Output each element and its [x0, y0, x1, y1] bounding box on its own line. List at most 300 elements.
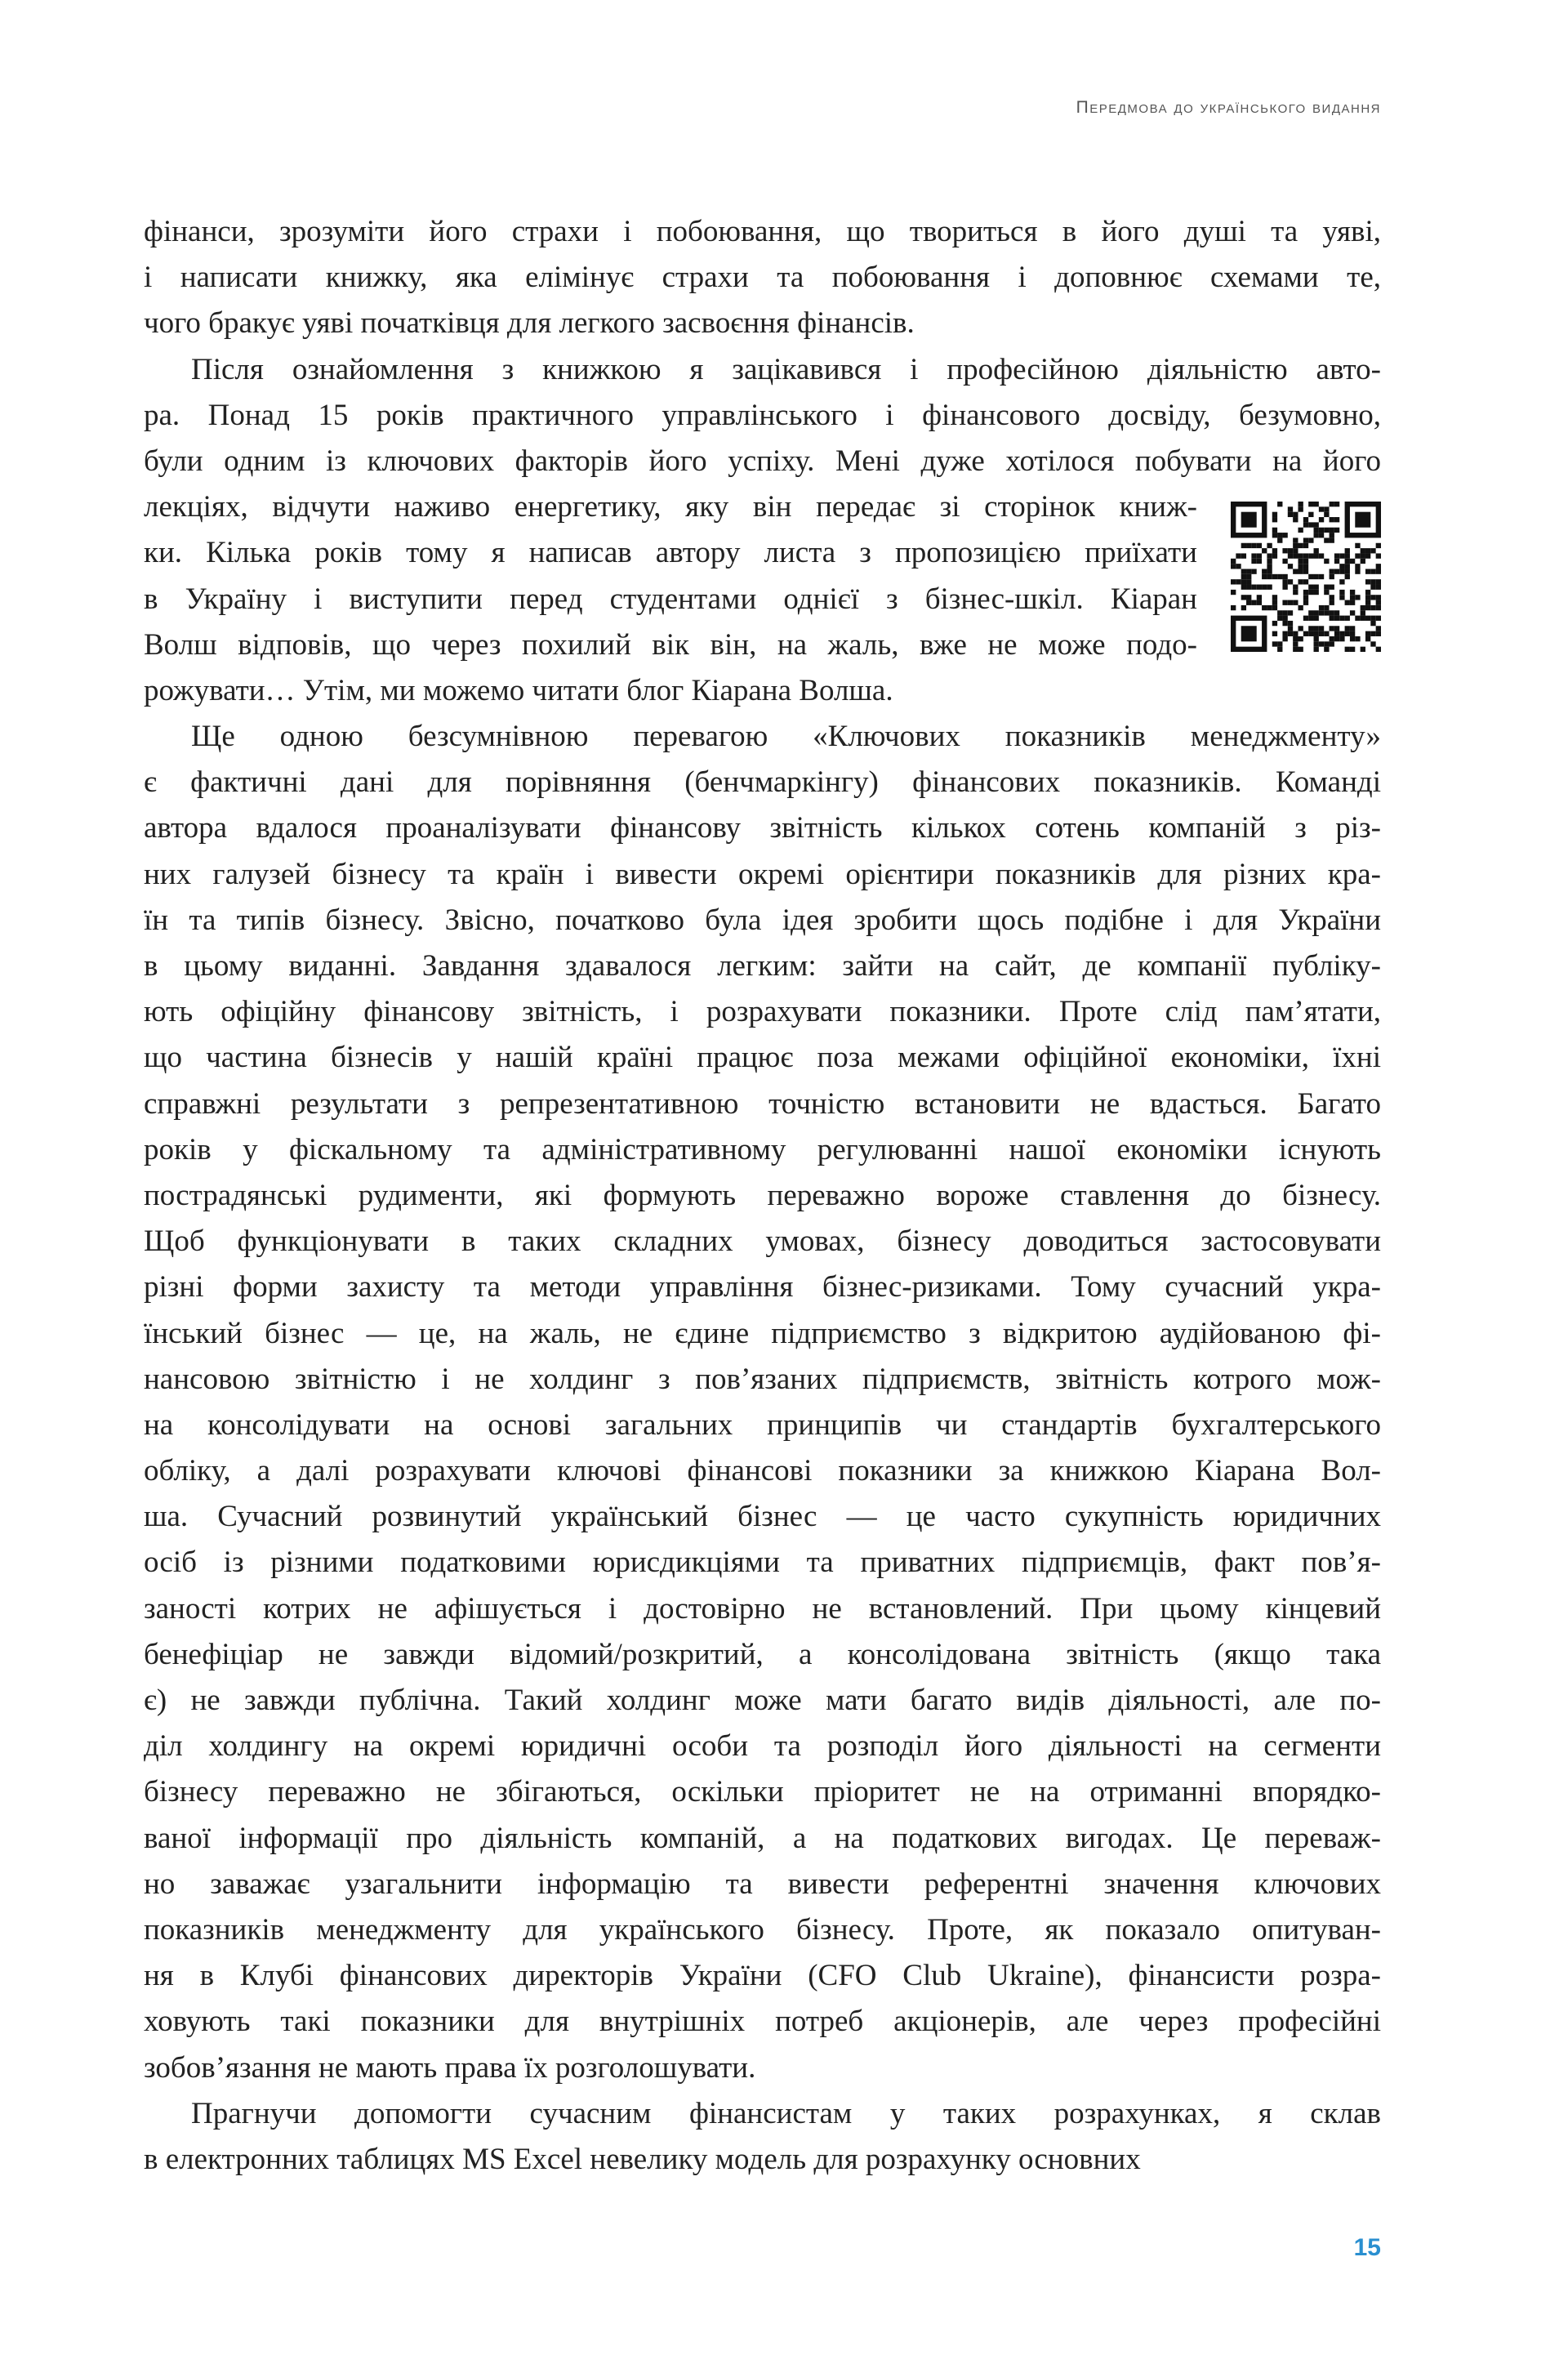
qr-module: [1319, 517, 1324, 522]
text-line: бенефіціар не завжди відомий/розкритий, а консолідована звітність (якщо така: [144, 1637, 1381, 1671]
qr-module: [1308, 610, 1313, 615]
text-line: но заважає узагальнити інформацію та вивести референтні значення ключових: [144, 1867, 1381, 1901]
text-line: ра. Понад 15 років практичного управлінського і фінансового досвіду, безумовно,: [144, 398, 1381, 432]
qr-module: [1330, 574, 1334, 579]
qr-module: [1262, 585, 1267, 590]
qr-module: [1376, 543, 1381, 548]
qr-module: [1293, 585, 1298, 590]
qr-module: [1241, 512, 1257, 528]
qr-module: [1324, 647, 1329, 652]
qr-module: [1376, 579, 1381, 584]
qr-module: [1303, 559, 1308, 564]
qr-module: [1303, 590, 1308, 595]
qr-module: [1257, 595, 1262, 600]
qr-module: [1288, 579, 1293, 584]
qr-module: [1272, 631, 1277, 636]
text-line: зобов’язання не мають права їх розголошувати.: [144, 2050, 756, 2085]
qr-module: [1293, 543, 1298, 548]
qr-module: [1231, 559, 1236, 564]
paragraph: [144, 2091, 1381, 2183]
qr-module: [1355, 543, 1360, 548]
qr-module: [1345, 548, 1350, 553]
qr-module: [1272, 548, 1277, 553]
text-line: на консолідувати на основі загальних принципів чи стандартів бухгалтерського: [144, 1407, 1381, 1442]
qr-module: [1277, 641, 1282, 646]
qr-module: [1241, 543, 1246, 548]
qr-module: [1282, 610, 1287, 615]
qr-module: [1319, 553, 1324, 558]
qr-module: [1345, 631, 1350, 636]
qr-module: [1262, 574, 1267, 579]
qr-module: [1319, 631, 1324, 636]
qr-module: [1376, 605, 1381, 610]
qr-module: [1324, 610, 1329, 615]
qr-module: [1365, 636, 1370, 641]
qr-module: [1370, 548, 1375, 553]
text-line: ня в Клубі фінансових директорів України (CFO Club Ukraine), фінансисти розра-: [144, 1959, 1381, 1993]
qr-module: [1272, 512, 1277, 517]
qr-module: [1314, 553, 1319, 558]
qr-module: [1277, 537, 1282, 542]
qr-module: [1355, 512, 1370, 528]
qr-module: [1361, 605, 1365, 610]
qr-module: [1334, 636, 1339, 641]
qr-module: [1330, 528, 1334, 533]
text-line: обліку, а далі розрахувати ключові фінансові показники за книжкою Кіарана Вол-: [144, 1454, 1381, 1488]
qr-module: [1361, 548, 1365, 553]
qr-module: [1251, 569, 1256, 573]
qr-module: [1293, 512, 1298, 517]
text-line: в цьому виданні. Завдання здавалося легким: зайти на сайт, де компанії публіку-: [144, 949, 1381, 983]
qr-module: [1282, 574, 1287, 579]
paragraph: [144, 714, 1381, 2091]
qr-module: [1267, 543, 1272, 548]
qr-module: [1324, 641, 1329, 646]
text-line: Щоб функціонувати в таких складних умовах, бізнесу доводиться застосовувати: [144, 1224, 1381, 1259]
qr-module: [1303, 579, 1308, 584]
qr-module: [1314, 585, 1319, 590]
qr-module: [1370, 605, 1375, 610]
qr-module: [1314, 647, 1319, 652]
qr-module: [1246, 579, 1251, 584]
running-head: Передмова до українського видання: [1076, 98, 1381, 117]
qr-module: [1355, 595, 1360, 600]
text-line: заності котрих не афішується і достовірно не встановлений. При цьому кінцевий: [144, 1591, 1381, 1626]
qr-module: [1314, 548, 1319, 553]
qr-module: [1303, 517, 1308, 522]
qr-module: [1330, 585, 1334, 590]
qr-module: [1319, 610, 1324, 615]
qr-module: [1272, 595, 1277, 600]
qr-module: [1308, 585, 1313, 590]
qr-module: [1308, 502, 1313, 506]
qr-module: [1236, 553, 1241, 558]
qr-module: [1345, 647, 1350, 652]
qr-module: [1288, 553, 1293, 558]
qr-module: [1251, 585, 1256, 590]
qr-module: [1330, 610, 1334, 615]
qr-module: [1303, 564, 1308, 569]
qr-module: [1293, 517, 1298, 522]
qr-module: [1303, 537, 1308, 542]
qr-module: [1288, 621, 1293, 626]
text-line: лекціях, відчути наживо енергетику, яку він передає зі сторінок книж-: [144, 490, 1197, 524]
qr-module: [1365, 579, 1370, 584]
qr-module: [1231, 590, 1236, 595]
qr-module: [1282, 579, 1287, 584]
qr-module: [1293, 631, 1298, 636]
qr-module: [1345, 626, 1350, 631]
qr-module: [1267, 553, 1272, 558]
qr-module: [1330, 502, 1334, 506]
qr-module: [1350, 636, 1355, 641]
qr-module: [1330, 595, 1334, 600]
text-line: років у фіскальному та адміністративному регулюванні нашої економіки існують: [144, 1132, 1381, 1166]
text-line: Прагнучи допомогти сучасним фінансистам у таких розрахунках, я склав: [191, 2096, 1381, 2130]
qr-module: [1257, 600, 1262, 605]
qr-module: [1303, 553, 1308, 558]
qr-module: [1303, 522, 1308, 527]
qr-module: [1267, 574, 1272, 579]
qr-module: [1267, 605, 1272, 610]
text-line: автора вдалося проаналізувати фінансову звітність кількох сотень компаній з різ-: [144, 811, 1381, 845]
qr-module: [1361, 610, 1365, 615]
qr-module: [1251, 543, 1256, 548]
qr-module: [1303, 616, 1308, 621]
qr-module: [1361, 559, 1365, 564]
qr-module: [1330, 636, 1334, 641]
qr-module: [1298, 553, 1303, 558]
qr-module: [1267, 559, 1272, 564]
qr-module: [1241, 585, 1246, 590]
qr-module: [1319, 605, 1324, 610]
qr-module: [1365, 631, 1370, 636]
qr-module: [1308, 512, 1313, 517]
qr-module: [1324, 528, 1329, 533]
text-line: Ще одною безсумнівною перевагою «Ключових показників менеджменту»: [191, 720, 1381, 754]
qr-module: [1277, 533, 1282, 537]
text-line: Волш відповів, що через похилий вік він, на жаль, вже не може подо-: [144, 627, 1197, 662]
qr-module: [1314, 636, 1319, 641]
qr-module: [1314, 533, 1319, 537]
text-line: були одним із ключових факторів його успіху. Мені дуже хотілося побувати на його: [144, 444, 1381, 478]
qr-code-icon: [1231, 502, 1381, 652]
qr-module: [1298, 543, 1303, 548]
qr-module: [1334, 553, 1339, 558]
qr-module: [1272, 641, 1277, 646]
qr-module: [1262, 605, 1267, 610]
qr-module: [1277, 502, 1282, 506]
qr-module: [1246, 569, 1251, 573]
body-text: [144, 209, 1381, 2183]
qr-module: [1365, 548, 1370, 553]
qr-module: [1330, 616, 1334, 621]
qr-module: [1365, 595, 1370, 600]
qr-module: [1376, 595, 1381, 600]
qr-module: [1361, 647, 1365, 652]
qr-module: [1293, 636, 1298, 641]
qr-module: [1282, 616, 1287, 621]
qr-module: [1293, 590, 1298, 595]
qr-module: [1303, 631, 1308, 636]
qr-module: [1370, 641, 1375, 646]
page-number: 15: [1353, 2234, 1381, 2261]
qr-module: [1355, 553, 1360, 558]
qr-module: [1314, 610, 1319, 615]
qr-module: [1308, 574, 1313, 579]
qr-module: [1330, 641, 1334, 646]
qr-module: [1298, 506, 1303, 511]
qr-module: [1319, 641, 1324, 646]
qr-module: [1324, 585, 1329, 590]
qr-module: [1324, 506, 1329, 511]
qr-module: [1288, 610, 1293, 615]
qr-module: [1365, 553, 1370, 558]
qr-module: [1334, 559, 1339, 564]
qr-module: [1345, 600, 1350, 605]
qr-module: [1314, 626, 1319, 631]
qr-module: [1314, 522, 1319, 527]
qr-module: [1277, 616, 1282, 621]
text-line: ховують такі показники для внутрішніх потреб акціонерів, але через професійні: [144, 2005, 1381, 2039]
qr-module: [1257, 585, 1262, 590]
text-line: справжні результати з репрезентативною точністю встановити не вдасться. Багато: [144, 1086, 1381, 1121]
qr-module: [1272, 574, 1277, 579]
qr-module: [1314, 590, 1319, 595]
qr-module: [1319, 574, 1324, 579]
qr-module: [1365, 590, 1370, 595]
qr-module: [1257, 559, 1262, 564]
qr-module: [1339, 579, 1344, 584]
qr-module: [1251, 559, 1256, 564]
qr-module: [1350, 647, 1355, 652]
qr-module: [1282, 631, 1287, 636]
qr-module: [1339, 636, 1344, 641]
text-line: що частина бізнесів у нашій країні працює поза межами офіційної економіки, їхні: [144, 1041, 1381, 1075]
qr-module: [1334, 502, 1339, 506]
qr-module: [1339, 616, 1344, 621]
qr-module: [1370, 631, 1375, 636]
qr-module: [1246, 543, 1251, 548]
qr-module: [1288, 564, 1293, 569]
qr-module: [1288, 600, 1293, 605]
text-line: чого бракує уяві початківця для легкого засвоєння фінансів.: [144, 306, 915, 341]
qr-module: [1272, 533, 1277, 537]
qr-module: [1334, 610, 1339, 615]
text-line: різні форми захисту та методи управління бізнес-ризиками. Тому сучасний укра-: [144, 1270, 1381, 1305]
qr-module: [1236, 579, 1241, 584]
qr-module: [1355, 564, 1360, 569]
text-line: в електронних таблицях MS Excel невелику модель для розрахунку основних: [144, 2142, 1141, 2176]
qr-module: [1308, 522, 1313, 527]
qr-module: [1350, 590, 1355, 595]
qr-module: [1330, 626, 1334, 631]
qr-module: [1241, 626, 1257, 641]
qr-module: [1241, 605, 1246, 610]
qr-module: [1308, 553, 1313, 558]
qr-module: [1330, 600, 1334, 605]
qr-module: [1376, 600, 1381, 605]
qr-module: [1339, 564, 1344, 569]
qr-module: [1350, 559, 1355, 564]
qr-module: [1345, 574, 1350, 579]
qr-module: [1314, 502, 1319, 506]
text-line: показників менеджменту для українського бізнесу. Проте, як показало опитуван-: [144, 1912, 1381, 1947]
qr-module: [1324, 605, 1329, 610]
qr-module: [1303, 543, 1308, 548]
qr-module: [1272, 605, 1277, 610]
qr-module: [1277, 574, 1282, 579]
qr-module: [1345, 569, 1350, 573]
qr-module: [1330, 537, 1334, 542]
qr-module: [1334, 626, 1339, 631]
qr-module: [1370, 579, 1375, 584]
qr-module: [1361, 553, 1365, 558]
text-line: Після ознайомлення з книжкою я зацікавився і професійною діяльністю авто-: [191, 352, 1381, 386]
text-line: є) не завжди публічна. Такий холдинг може мати багато видів діяльності, але по-: [144, 1684, 1381, 1717]
text-line: них галузей бізнесу та країн і вивести окремі орієнтири показників для різних кра-: [144, 857, 1381, 891]
qr-module: [1293, 537, 1298, 542]
qr-module: [1267, 564, 1272, 569]
qr-module: [1339, 631, 1344, 636]
qr-module: [1241, 569, 1246, 573]
qr-module: [1365, 569, 1370, 573]
qr-module: [1308, 590, 1313, 595]
qr-module: [1314, 616, 1319, 621]
qr-module: [1355, 636, 1360, 641]
text-line: діл холдингу на окремі юридичні особи та розподіл його діяльності на сегменти: [144, 1729, 1381, 1764]
qr-module: [1330, 569, 1334, 573]
qr-module: [1298, 636, 1303, 641]
text-line: осіб із різними податковими юрисдикціями та приватних підприємців, факт пов’я-: [144, 1545, 1381, 1580]
qr-module: [1277, 647, 1282, 652]
qr-module: [1282, 559, 1287, 564]
qr-module: [1231, 564, 1236, 569]
qr-module: [1288, 548, 1293, 553]
qr-module: [1293, 647, 1298, 652]
qr-module: [1376, 553, 1381, 558]
paragraph: [144, 209, 1381, 347]
text-line: рожувати… Утім, ми можемо читати блог Кіарана Волша.: [144, 673, 893, 707]
qr-module: [1241, 574, 1246, 579]
qr-module: [1257, 543, 1262, 548]
qr-module: [1251, 553, 1256, 558]
qr-module: [1288, 506, 1293, 511]
text-line: ки. Кілька років тому я написав автору листа з пропозицією приїхати: [144, 536, 1197, 570]
qr-module: [1236, 564, 1241, 569]
qr-module: [1376, 626, 1381, 631]
qr-module: [1288, 512, 1293, 517]
qr-module: [1246, 585, 1251, 590]
qr-module: [1339, 569, 1344, 573]
qr-module: [1298, 502, 1303, 506]
qr-module: [1324, 537, 1329, 542]
qr-module: [1293, 553, 1298, 558]
qr-module: [1262, 548, 1267, 553]
qr-module: [1298, 605, 1303, 610]
qr-module: [1314, 631, 1319, 636]
qr-module: [1272, 621, 1277, 626]
qr-module: [1314, 528, 1319, 533]
qr-module: [1293, 569, 1298, 573]
text-line: є фактичні дані для порівняння (бенчмаркінгу) фінансових показників. Команді: [144, 765, 1381, 800]
text-line: і написати книжку, яка елімінує страхи та побоювання і доповнює схемами те,: [144, 261, 1381, 295]
qr-module: [1308, 616, 1313, 621]
qr-module: [1355, 569, 1360, 573]
qr-module: [1241, 579, 1246, 584]
qr-module: [1282, 548, 1287, 553]
qr-module: [1370, 585, 1375, 590]
qr-module: [1231, 579, 1236, 584]
text-line: ша. Сучасний розвинутий український бізнес — це часто сукупність юридичних: [144, 1500, 1381, 1534]
qr-module: [1246, 574, 1251, 579]
qr-module: [1319, 626, 1324, 631]
qr-module: [1339, 553, 1344, 558]
qr-module: [1288, 631, 1293, 636]
qr-module: [1339, 590, 1344, 595]
qr-module: [1334, 528, 1339, 533]
qr-module: [1231, 605, 1236, 610]
qr-module: [1282, 585, 1287, 590]
qr-module: [1293, 641, 1298, 646]
qr-module: [1298, 626, 1303, 631]
qr-module: [1376, 585, 1381, 590]
qr-module: [1350, 626, 1355, 631]
qr-module: [1303, 595, 1308, 600]
qr-module: [1376, 564, 1381, 569]
qr-module: [1365, 605, 1370, 610]
qr-module: [1350, 600, 1355, 605]
qr-module: [1314, 574, 1319, 579]
qr-module: [1361, 616, 1365, 621]
qr-module: [1345, 559, 1350, 564]
qr-module: [1308, 631, 1313, 636]
text-line: в Україну і виступити перед студентами однієї з бізнес-шкіл. Кіаран: [144, 582, 1197, 616]
text-line: їн та типів бізнесу. Звісно, початково була ідея зробити щось подібне і для України: [144, 903, 1381, 937]
qr-module: [1324, 559, 1329, 564]
qr-module: [1350, 610, 1355, 615]
qr-module: [1376, 647, 1381, 652]
qr-module: [1334, 517, 1339, 522]
qr-module: [1334, 616, 1339, 621]
qr-module: [1303, 600, 1308, 605]
qr-module: [1241, 595, 1246, 600]
qr-module: [1298, 579, 1303, 584]
qr-module: [1262, 569, 1267, 573]
qr-module: [1319, 528, 1324, 533]
qr-module: [1319, 533, 1324, 537]
qr-module: [1298, 559, 1303, 564]
text-line: ють офіційну фінансову звітність, і розрахувати показники. Проте слід пам’ятати,: [144, 995, 1381, 1029]
qr-module: [1350, 631, 1355, 636]
qr-module: [1365, 616, 1370, 621]
qr-module: [1365, 600, 1370, 605]
qr-module: [1267, 585, 1272, 590]
qr-module: [1334, 569, 1339, 573]
qr-module: [1330, 533, 1334, 537]
paragraph: [144, 347, 1381, 715]
qr-module: [1370, 595, 1375, 600]
qr-module: [1272, 600, 1277, 605]
qr-module: [1345, 553, 1350, 558]
qr-module: [1267, 569, 1272, 573]
text-line: їнський бізнес — це, на жаль, не єдине підприємство з відкритою аудійованою фі-: [144, 1316, 1381, 1350]
qr-module: [1303, 569, 1308, 573]
text-line: пострадянські рудименти, які формують переважно вороже ставлення до бізнесу.: [144, 1178, 1381, 1212]
qr-module: [1272, 528, 1277, 533]
qr-module: [1298, 564, 1303, 569]
qr-module: [1370, 616, 1375, 621]
